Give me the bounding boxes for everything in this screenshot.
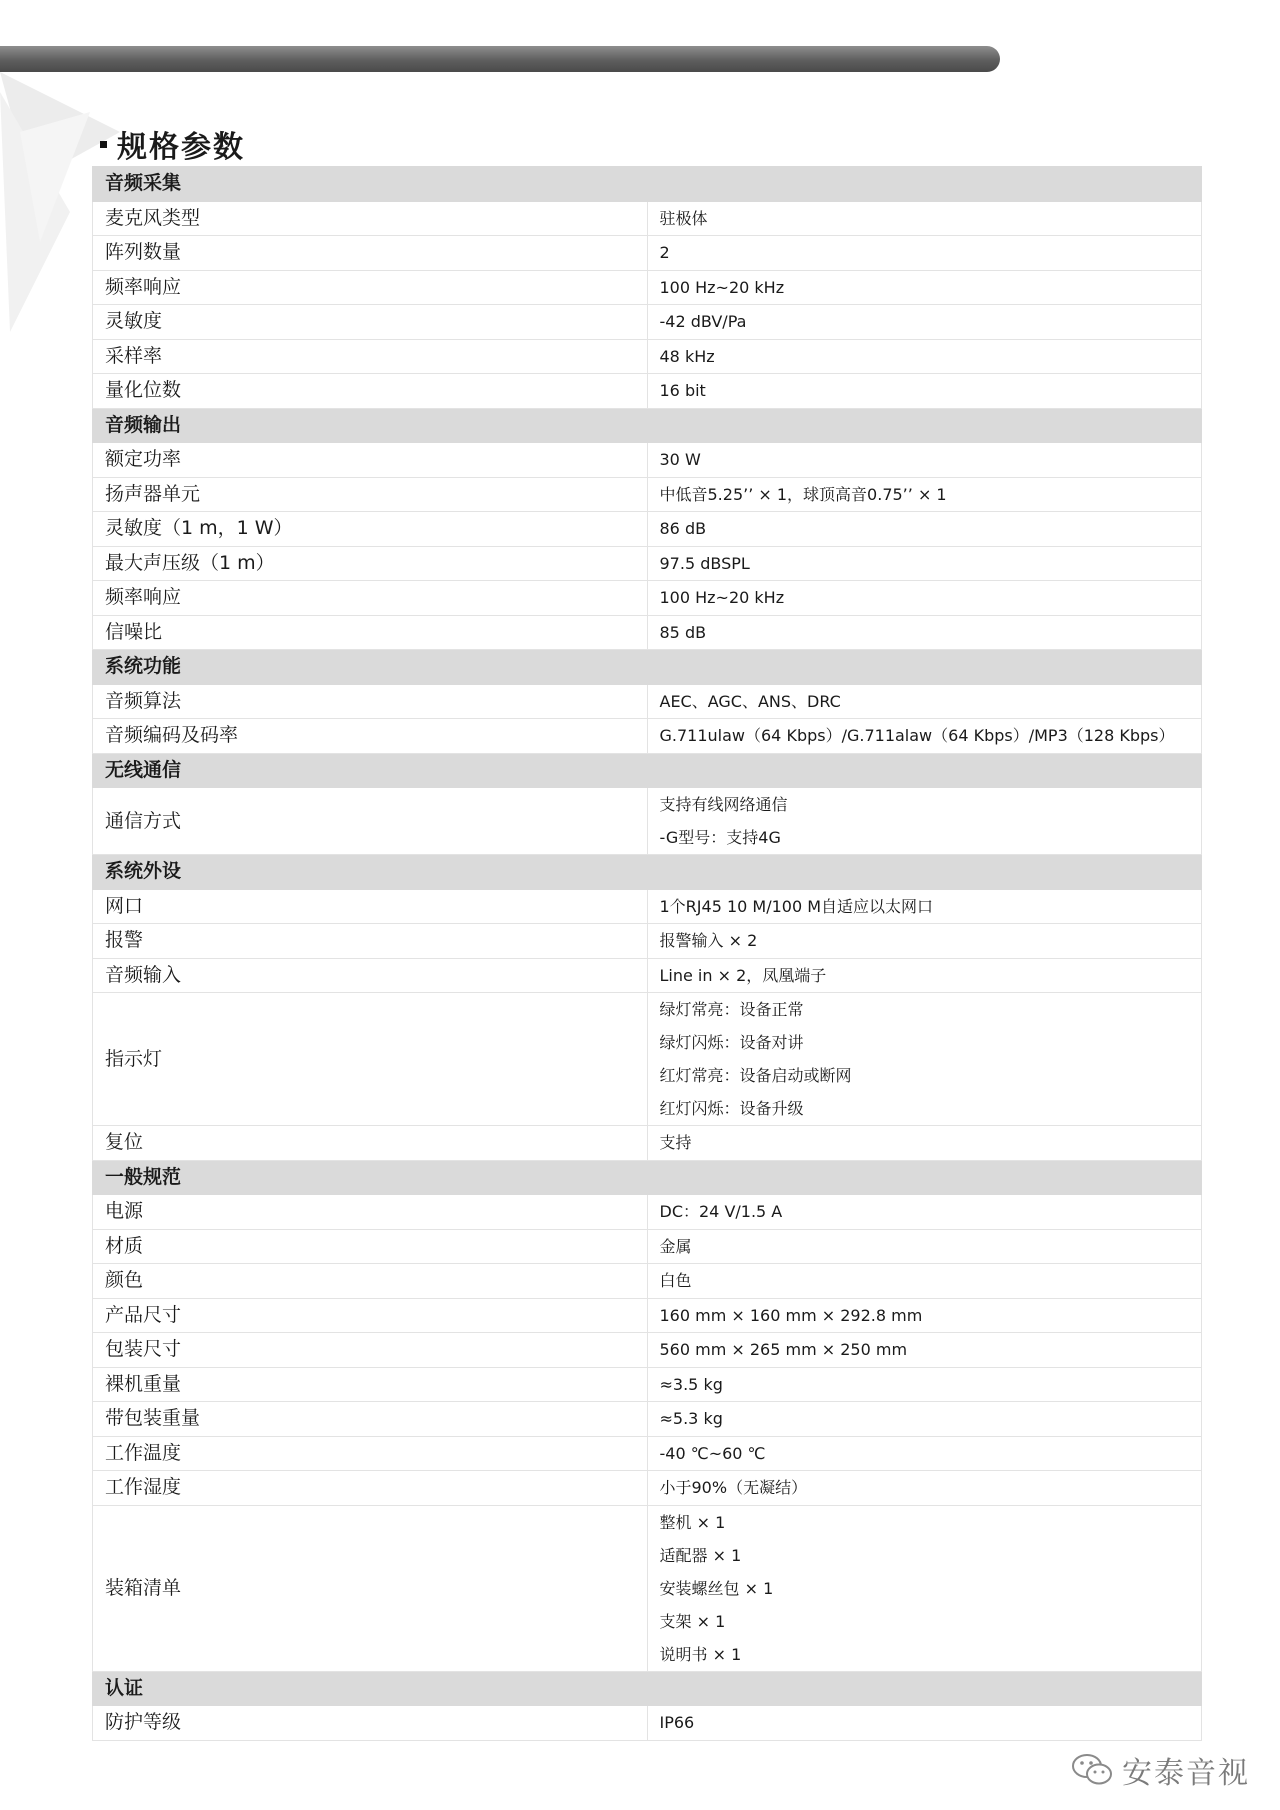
spec-value: 支持 bbox=[647, 1126, 1202, 1161]
spec-label: 频率响应 bbox=[93, 270, 648, 305]
spec-row bbox=[93, 270, 1202, 305]
spec-row bbox=[93, 546, 1202, 581]
section-header: 认证 bbox=[93, 1671, 1202, 1706]
section-header: 音频采集 bbox=[93, 167, 1202, 202]
section-header-row bbox=[93, 855, 1202, 890]
spec-label: 频率响应 bbox=[93, 581, 648, 616]
spec-label: 报警 bbox=[93, 924, 648, 959]
section-header-row bbox=[93, 1671, 1202, 1706]
spec-label: 麦克风类型 bbox=[93, 201, 648, 236]
spec-value: -40 ℃~60 ℃ bbox=[647, 1436, 1202, 1471]
spec-row bbox=[93, 958, 1202, 993]
spec-value bbox=[647, 788, 1202, 855]
spec-row bbox=[93, 615, 1202, 650]
spec-label: 最大声压级（1 m） bbox=[93, 546, 648, 581]
spec-value bbox=[647, 1505, 1202, 1671]
spec-value: IP66 bbox=[647, 1706, 1202, 1741]
spec-value: -42 dBV/Pa bbox=[647, 305, 1202, 340]
section-header-row bbox=[93, 650, 1202, 685]
spec-value-line: 说明书 × 1 bbox=[659, 1644, 742, 1664]
spec-value: 报警输入 × 2 bbox=[647, 924, 1202, 959]
spec-row bbox=[93, 236, 1202, 271]
spec-row bbox=[93, 1264, 1202, 1299]
spec-value-line: 绿灯常亮：设备正常 bbox=[659, 1000, 804, 1019]
page-title-text: 规格参数 bbox=[117, 130, 245, 165]
spec-value: 白色 bbox=[647, 1264, 1202, 1299]
spec-row bbox=[93, 477, 1202, 512]
spec-label: 阵列数量 bbox=[93, 236, 648, 271]
spec-value: 160 mm × 160 mm × 292.8 mm bbox=[647, 1298, 1202, 1333]
spec-value: DC：24 V/1.5 A bbox=[647, 1195, 1202, 1230]
spec-label: 防护等级 bbox=[93, 1706, 648, 1741]
spec-label: 电源 bbox=[93, 1195, 648, 1230]
spec-value: ≈3.5 kg bbox=[647, 1367, 1202, 1402]
spec-label: 音频算法 bbox=[93, 684, 648, 719]
spec-label: 量化位数 bbox=[93, 374, 648, 409]
spec-label: 带包装重量 bbox=[93, 1402, 648, 1437]
spec-label: 灵敏度（1 m，1 W） bbox=[93, 512, 648, 547]
spec-label: 额定功率 bbox=[93, 443, 648, 478]
spec-row bbox=[93, 684, 1202, 719]
spec-value: 48 kHz bbox=[647, 339, 1202, 374]
spec-value: Line in × 2，凤凰端子 bbox=[647, 958, 1202, 993]
spec-row bbox=[93, 339, 1202, 374]
spec-value: G.711ulaw（64 Kbps）/G.711alaw（64 Kbps）/MP3（128 Kbps） bbox=[647, 719, 1202, 754]
spec-row bbox=[93, 443, 1202, 478]
spec-label: 装箱清单 bbox=[93, 1505, 648, 1671]
watermark bbox=[1072, 1748, 1250, 1792]
spec-value-line: 安装螺丝包 × 1 bbox=[659, 1578, 774, 1598]
spec-row bbox=[93, 1367, 1202, 1402]
spec-row bbox=[93, 374, 1202, 409]
spec-label: 颜色 bbox=[93, 1264, 648, 1299]
spec-label: 扬声器单元 bbox=[93, 477, 648, 512]
section-header-row bbox=[93, 167, 1202, 202]
spec-label: 工作温度 bbox=[93, 1436, 648, 1471]
spec-row bbox=[93, 924, 1202, 959]
spec-row bbox=[93, 993, 1202, 1126]
spec-row bbox=[93, 512, 1202, 547]
watermark-text: 安泰音视 bbox=[1122, 1756, 1250, 1791]
spec-value: 100 Hz~20 kHz bbox=[647, 581, 1202, 616]
section-header: 音频输出 bbox=[93, 408, 1202, 443]
spec-label: 通信方式 bbox=[93, 788, 648, 855]
spec-value-line: 红灯闪烁：设备升级 bbox=[659, 1099, 804, 1118]
spec-value-line: -G型号：支持4G bbox=[659, 828, 781, 847]
spec-table bbox=[92, 166, 1202, 1741]
section-header-row bbox=[93, 753, 1202, 788]
spec-label: 产品尺寸 bbox=[93, 1298, 648, 1333]
spec-row bbox=[93, 581, 1202, 616]
spec-row bbox=[93, 1126, 1202, 1161]
spec-row bbox=[93, 719, 1202, 754]
spec-row bbox=[93, 1333, 1202, 1368]
title-bullet-icon bbox=[100, 141, 107, 148]
spec-row bbox=[93, 1402, 1202, 1437]
section-header: 无线通信 bbox=[93, 753, 1202, 788]
spec-label: 采样率 bbox=[93, 339, 648, 374]
spec-label: 工作湿度 bbox=[93, 1471, 648, 1506]
spec-row bbox=[93, 788, 1202, 855]
page-title bbox=[100, 122, 245, 166]
spec-label: 音频编码及码率 bbox=[93, 719, 648, 754]
spec-value: 100 Hz~20 kHz bbox=[647, 270, 1202, 305]
spec-value: 16 bit bbox=[647, 374, 1202, 409]
spec-row bbox=[93, 1298, 1202, 1333]
spec-value-line: 支持有线网络通信 bbox=[659, 795, 788, 814]
spec-value: AEC、AGC、ANS、DRC bbox=[647, 684, 1202, 719]
spec-value: 金属 bbox=[647, 1229, 1202, 1264]
spec-value bbox=[647, 993, 1202, 1126]
spec-value: ≈5.3 kg bbox=[647, 1402, 1202, 1437]
spec-label: 材质 bbox=[93, 1229, 648, 1264]
spec-row bbox=[93, 1706, 1202, 1741]
spec-value: 中低音5.25’’ × 1，球顶高音0.75’’ × 1 bbox=[647, 477, 1202, 512]
spec-row bbox=[93, 889, 1202, 924]
spec-value: 小于90%（无凝结） bbox=[647, 1471, 1202, 1506]
spec-value: 驻极体 bbox=[647, 201, 1202, 236]
wechat-icon bbox=[1072, 1753, 1114, 1787]
section-header-row bbox=[93, 408, 1202, 443]
spec-label: 包装尺寸 bbox=[93, 1333, 648, 1368]
spec-value: 85 dB bbox=[647, 615, 1202, 650]
spec-label: 指示灯 bbox=[93, 993, 648, 1126]
spec-label: 复位 bbox=[93, 1126, 648, 1161]
spec-row bbox=[93, 1505, 1202, 1671]
spec-row bbox=[93, 1471, 1202, 1506]
spec-row bbox=[93, 201, 1202, 236]
spec-value: 1个RJ45 10 M/100 M自适应以太网口 bbox=[647, 889, 1202, 924]
spec-value: 560 mm × 265 mm × 250 mm bbox=[647, 1333, 1202, 1368]
spec-value-line: 适配器 × 1 bbox=[659, 1545, 742, 1565]
section-header: 系统外设 bbox=[93, 855, 1202, 890]
spec-value-line: 绿灯闪烁：设备对讲 bbox=[659, 1033, 804, 1052]
spec-row bbox=[93, 1229, 1202, 1264]
spec-label: 网口 bbox=[93, 889, 648, 924]
spec-row bbox=[93, 1195, 1202, 1230]
spec-row bbox=[93, 305, 1202, 340]
spec-value: 97.5 dBSPL bbox=[647, 546, 1202, 581]
spec-value: 2 bbox=[647, 236, 1202, 271]
section-header: 系统功能 bbox=[93, 650, 1202, 685]
spec-label: 灵敏度 bbox=[93, 305, 648, 340]
spec-value: 30 W bbox=[647, 443, 1202, 478]
spec-value-line: 红灯常亮：设备启动或断网 bbox=[659, 1066, 852, 1085]
spec-label: 音频输入 bbox=[93, 958, 648, 993]
spec-row bbox=[93, 1436, 1202, 1471]
section-header-row bbox=[93, 1160, 1202, 1195]
spec-value: 86 dB bbox=[647, 512, 1202, 547]
spec-value-line: 支架 × 1 bbox=[659, 1611, 726, 1631]
spec-label: 裸机重量 bbox=[93, 1367, 648, 1402]
spec-value-line: 整机 × 1 bbox=[659, 1512, 726, 1532]
section-header: 一般规范 bbox=[93, 1160, 1202, 1195]
top-banner-bar bbox=[0, 46, 1000, 72]
spec-label: 信噪比 bbox=[93, 615, 648, 650]
